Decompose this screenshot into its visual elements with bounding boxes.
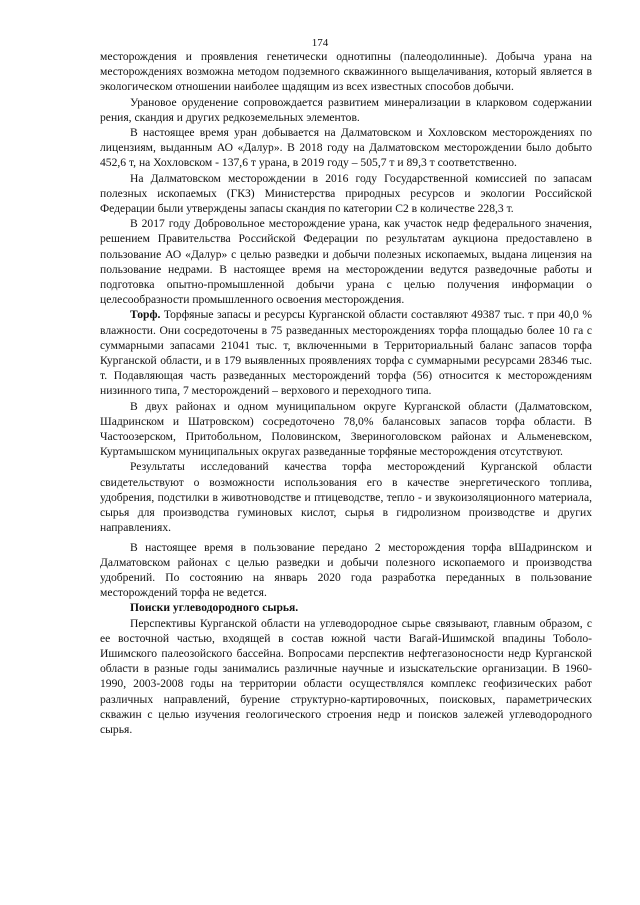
paragraph: В двух районах и одном муниципальном округе Курганской области (Далматовском, Шадринском и Шатровском) сосредоточено 78,0% балансовых запасов торфа области. В Частоозерском, Притобольном, Половинском, Звериноголовском районах и Альменевском, Куртамышском муниципальных округах разведанные торфяные месторождения отсутствуют. (100, 399, 592, 459)
paragraph: На Далматовском месторождении в 2016 году Государственной комиссией по запасам полезных ископаемых (ГКЗ) Министерства природных ресурсов и экологии Российской Федерации были утверждены запасы скандия по категории С2 в количестве 228,3 т. (100, 171, 592, 216)
section-heading (100, 600, 592, 615)
paragraph: месторождения и проявления генетически однотипны (палеодолинные). Добыча урана на месторождениях возможна методом подземного скважинного выщелачивания, который является в экологическом отношении наиболее щадящим из всех известных способов добычи. (100, 50, 592, 94)
paragraph: Результаты исследований качества торфа месторождений Курганской области свидетельствуют о возможности использования его в качестве энергетического топлива, удобрения, подстилки в животноводстве и птицеводстве, тепло - и звукоизоляционного материала, сырья для производства гуминовых кислот, сырья в гидролизном производстве и других направлениях. (100, 460, 592, 535)
paragraph: Перспективы Курганской области на углеводородное сырье связывают, главным образом, с ее восточной частью, входящей в состав южной части Вагай-Ишимской впадины Тоболо-Ишимского палеозойского бассейна. Вопросами перспектив нефтегазоносности недр Курганской области в разные годы занимались различные научные и изыскательские организации. В 1960-1990, 2003-2008 годы на территории области осуществлялся комплекс геофизических работ различных направлений, бурение структурно-картировочных, поисковых, параметрических скважин с целью изучения геологического строения недр и поисков залежей углеводородного сырья. (100, 616, 592, 736)
section-heading-text: Поиски углеводородного сырья. (130, 601, 299, 615)
paragraph: В настоящее время уран добывается на Далматовском и Хохловском месторождениях по лицензиям, выданным АО «Далур». В 2018 году на Далматовском месторождении было добыто 452,6 т, на Хохловском - 137,6 т урана, в 2019 году – 505,7 т и 89,3 т соответственно. (100, 126, 592, 170)
paragraph (100, 307, 592, 398)
page-number: 174 (311, 37, 329, 49)
paragraph: Урановое оруденение сопровождается развитием минерализации в кларковом содержании рения, скандия и других редкоземельных элементов. (100, 95, 592, 124)
paragraph: В 2017 году Добровольное месторождение урана, как участок недр федерального значения, решением Правительства Российской Федерации по результатам аукциона предоставлено в пользование АО «Далур» с целью разведки и добычи полезных ископаемых, выдана лицензия на пользование недрами. В настоящее время на месторождении ведутся разведочные работы и подготовка опытно-промышленной добычи урана с целью получения информации о целесообразности промышленного освоения месторождения. (100, 217, 592, 307)
section-lead: Торф. (130, 308, 161, 322)
paragraph: В настоящее время в пользование передано 2 месторождения торфа вШадринском и Далматовском районах с целью разведки и добычи полезного ископаемого и производства удобрений. По состоянию на январь 2020 года разработка переданных в пользование месторождений торфа не ведется. (100, 540, 592, 600)
paragraph-text: Торфяные запасы и ресурсы Курганской области составляют 49387 тыс. т при 40,0 % влажности. Они сосредоточены в 75 разведанных месторождениях торфа площадью более 10 га с суммарными запасами 21041 тыс. т, включенными в Территориальный баланс запасов торфа Курганской области, и в 179 выявленных проявлениях торфа с суммарными ресурсами 28346 тыс. т. Подавляющая часть разведанных месторождений торфа (56) относится к месторождениям низинного типа, 7 месторождений – верхового и переходного типа. (100, 308, 592, 398)
document-body (100, 49, 592, 737)
